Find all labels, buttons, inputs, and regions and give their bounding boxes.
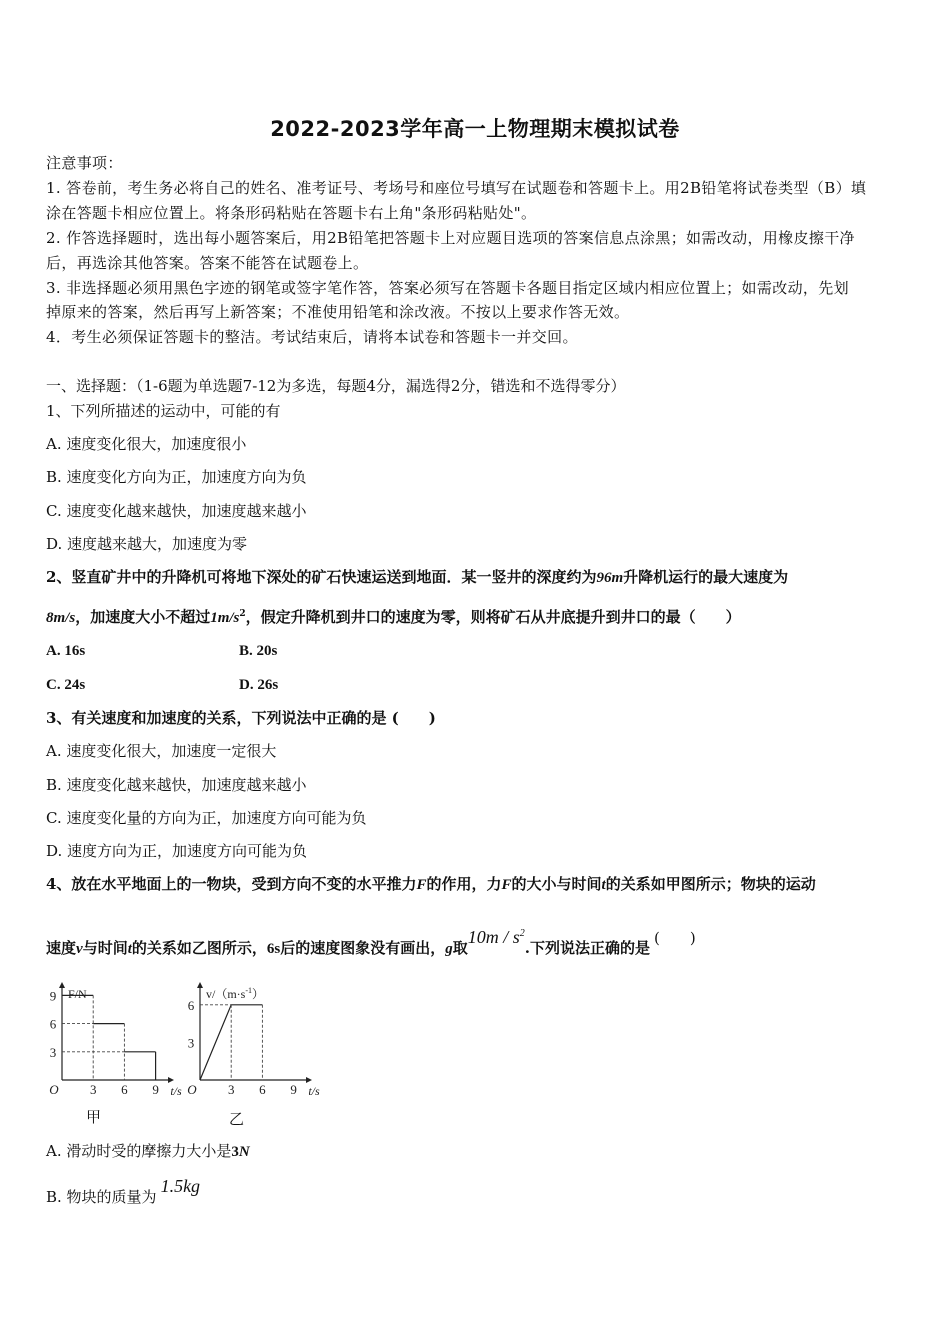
x-axis-label: t/s	[170, 1084, 182, 1098]
x-tick-label: 3	[89, 1082, 97, 1097]
y-axis-label: $v/(m\cdot s^{-1})$	[206, 986, 265, 1001]
q2-stem-line-1: 2、竖直矿井中的升降机可将地下深处的矿石快速运送到地面．某一竖井的深度约为96m升降机运行的最大速度为	[46, 568, 789, 586]
q4-stem-line-1: 4、放在水平地面上的一物块，受到方向不变的水平推力F的作用，力F的大小与时间t的关系如甲图所示；物块的运动	[46, 875, 816, 893]
notice-line-4: 后，再选涂其他答案。答案不能答在试题卷上。	[46, 254, 369, 272]
section-heading: 一、选择题：（1-6题为单选题7-12为多选，每题4分，漏选得2分，错选和不选得零分）	[46, 377, 626, 395]
x-axis-arrow	[306, 1077, 312, 1083]
x-tick-label: 6	[121, 1082, 128, 1097]
chart-yi-caption: 乙	[229, 1110, 245, 1128]
q1-option-c: C. 速度变化越来越快，加速度越来越小	[46, 502, 307, 520]
q3-option-b: B. 速度变化越来越快，加速度越来越小	[46, 776, 307, 794]
q2-option-a: A. 16s	[46, 643, 86, 659]
notice-line-1: 1. 答卷前，考生务必将自己的姓名、准考证号、考场号和座位号填写在试题卷和答题卡上。用2B铅笔将试卷类型（B）填	[46, 179, 867, 197]
q1-option-d: D. 速度越来越大，加速度为零	[46, 535, 248, 553]
chart-jia-caption: 甲	[86, 1108, 102, 1126]
q1-option-b: B. 速度变化方向为正，加速度方向为负	[46, 468, 307, 486]
y-axis-label: F/N	[68, 987, 87, 1001]
q2-option-d: D. 26s	[239, 677, 279, 693]
q1-stem: 1、下列所描述的运动中，可能的有	[46, 402, 281, 420]
exam-title: 2022-2023学年高一上物理期末模拟试卷	[270, 117, 680, 141]
q4-option-b: B. 物块的质量为1.5kg	[46, 1176, 201, 1206]
mass-value: 1.5kg	[160, 1176, 201, 1196]
q3-option-d: D. 速度方向为正，加速度方向可能为负	[46, 842, 308, 860]
x-axis-arrow	[168, 1077, 174, 1083]
y-tick-label: 6	[49, 1016, 57, 1032]
y-tick-label: 3	[187, 1035, 195, 1051]
velocity-time-chart	[178, 980, 328, 1100]
force-time-chart	[40, 980, 190, 1100]
q3-stem: 3、有关速度和加速度的关系，下列说法中正确的是 ( )	[46, 709, 436, 727]
q2-option-c: C. 24s	[46, 677, 86, 693]
answer-paren: ( )	[654, 929, 696, 947]
q3-option-c: C. 速度变化量的方向为正，加速度方向可能为负	[46, 809, 367, 827]
g-value-formula: $10m / s^2$	[467, 927, 525, 947]
q4-stem-line-2: 速度v与时间t的关系如乙图所示，6s后的速度图象没有画出，g取$10m / s^2$.下列说法正确的是( )	[46, 927, 696, 957]
y-tick-label: 9	[49, 988, 57, 1004]
notice-line-6: 掉原来的答案，然后再写上新答案；不准使用铅笔和涂改液。不按以上要求作答无效。	[46, 303, 630, 321]
y-axis-arrow	[59, 982, 65, 988]
q2-stem-line-2: 8m/s，加速度大小不超过$1m/s^2$，假定升降机到井口的速度为零，则将矿石从井底提升到井口的最（ ）	[46, 608, 741, 626]
x-tick-label: 3	[227, 1082, 235, 1097]
q2-option-b: B. 20s	[239, 643, 278, 659]
notice-line-7: 4．考生必须保证答题卡的整洁。考试结束后，请将本试卷和答题卡一并交回。	[46, 328, 578, 346]
q4-option-a: A. 滑动时受的摩擦力大小是3N	[46, 1142, 250, 1160]
x-tick-label: 6	[259, 1082, 266, 1097]
x-tick-label: 9	[290, 1082, 297, 1097]
notice-line-3: 2. 作答选择题时，选出每小题答案后，用2B铅笔把答题卡上对应题目选项的答案信息点涂黑；如需改动，用橡皮擦干净	[46, 229, 855, 247]
y-tick-label: 3	[49, 1044, 57, 1060]
notice-line-5: 3. 非选择题必须用黑色字迹的钢笔或签字笔作答，答案必须写在答题卡各题目指定区域内相应位置上；如需改动，先划	[46, 279, 849, 297]
notice-line-2: 涂在答题卡相应位置上。将条形码粘贴在答题卡右上角"条形码粘贴处"。	[46, 204, 537, 222]
q3-option-a: A. 速度变化很大，加速度一定很大	[46, 742, 277, 760]
y-axis-arrow	[197, 982, 203, 988]
x-tick-label: O	[187, 1082, 197, 1097]
notice-heading: 注意事项：	[46, 154, 123, 172]
x-axis-label: t/s	[308, 1084, 320, 1098]
x-tick-label: 9	[152, 1082, 159, 1097]
q1-option-a: A. 速度变化很大，加速度很小	[46, 435, 247, 453]
x-tick-label: O	[49, 1082, 59, 1097]
y-tick-label: 6	[187, 997, 195, 1013]
